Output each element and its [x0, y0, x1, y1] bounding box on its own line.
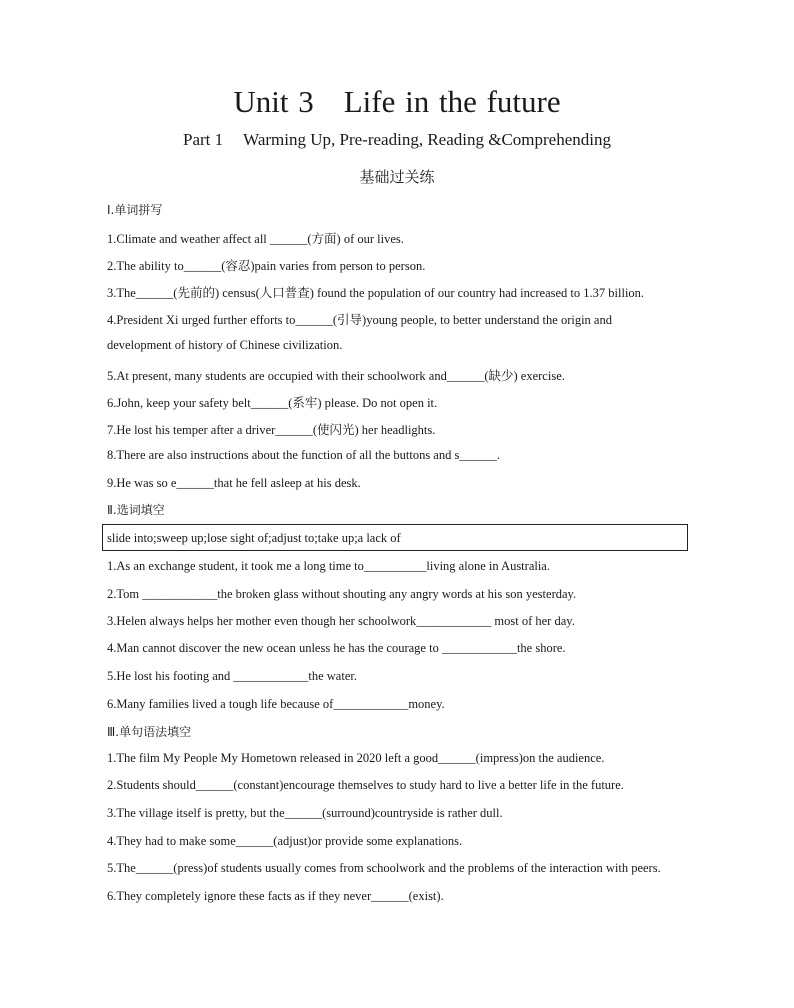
word-bank-box [102, 524, 688, 551]
section3-title: Ⅲ.单句语法填空 [107, 725, 192, 739]
question-line: 2.Students should______(constant)encourage themselves to study hard to live a better life in the future. [107, 778, 624, 792]
question-line: 6.John, keep your safety belt______(系牢) please. Do not open it. [107, 396, 438, 410]
question-line: 5.At present, many students are occupied with their schoolwork and______(缺少) exercise. [107, 369, 565, 383]
question-line: 1.The film My People My Hometown released in 2020 left a good______(impress)on the audience. [107, 751, 605, 765]
question-line: 3.The village itself is pretty, but the______(surround)countryside is rather dull. [107, 806, 503, 820]
page-subtitle [0, 130, 794, 150]
question-line: 4.President Xi urged further efforts to______(引导)young people, to better understand the origin and [107, 313, 612, 327]
section-heading: 基础过关练 [359, 168, 435, 186]
question-line: 3.The______(先前的) census(人口普查) found the population of our country had increased to 1.37 billion. [107, 286, 645, 300]
question-line: 5.He lost his footing and ____________the water. [107, 669, 357, 683]
question-line: 1.As an exchange student, it took me a long time to__________living alone in Australia. [107, 559, 550, 573]
word-bank-text: slide into;sweep up;lose sight of;adjust to;take up;a lack of [107, 531, 401, 545]
question-line: 2.The ability to______(容忍)pain varies from person to person. [107, 259, 426, 273]
question-line: 9.He was so e______that he fell asleep at his desk. [107, 476, 361, 490]
question-line: 5.The______(press)of students usually comes from schoolwork and the problems of the interaction with peers. [107, 861, 661, 875]
question-line: 6.They completely ignore these facts as if they never______(exist). [107, 889, 444, 903]
unit-number: Unit 3 [233, 84, 314, 119]
question-line: 3.Helen always helps her mother even though her schoolwork____________ most of her day. [107, 614, 575, 628]
question-line: 1.Climate and weather affect all ______(方面) of our lives. [107, 232, 404, 246]
unit-name: Life in the future [343, 84, 561, 119]
question-line: 8.There are also instructions about the function of all the buttons and s______. [107, 448, 500, 462]
question-line: 4.They had to make some______(adjust)or provide some explanations. [107, 834, 463, 848]
question-line: 6.Many families lived a tough life because of____________money. [107, 697, 445, 711]
page-title [0, 84, 794, 120]
question-line: 7.He lost his temper after a driver______(使闪光) her headlights. [107, 423, 436, 437]
question-line: 4.Man cannot discover the new ocean unless he has the courage to ____________the shore. [107, 641, 566, 655]
question-line: development of history of Chinese civilization. [107, 338, 343, 352]
question-line: 2.Tom ____________the broken glass without shouting any angry words at his son yesterday. [107, 587, 577, 601]
part-name: Warming Up, Pre-reading, Reading &Comprehending [243, 130, 611, 149]
section2-title: Ⅱ.选词填空 [107, 503, 165, 517]
section1-title: Ⅰ.单词拼写 [107, 203, 163, 217]
part-number: Part 1 [183, 130, 224, 149]
